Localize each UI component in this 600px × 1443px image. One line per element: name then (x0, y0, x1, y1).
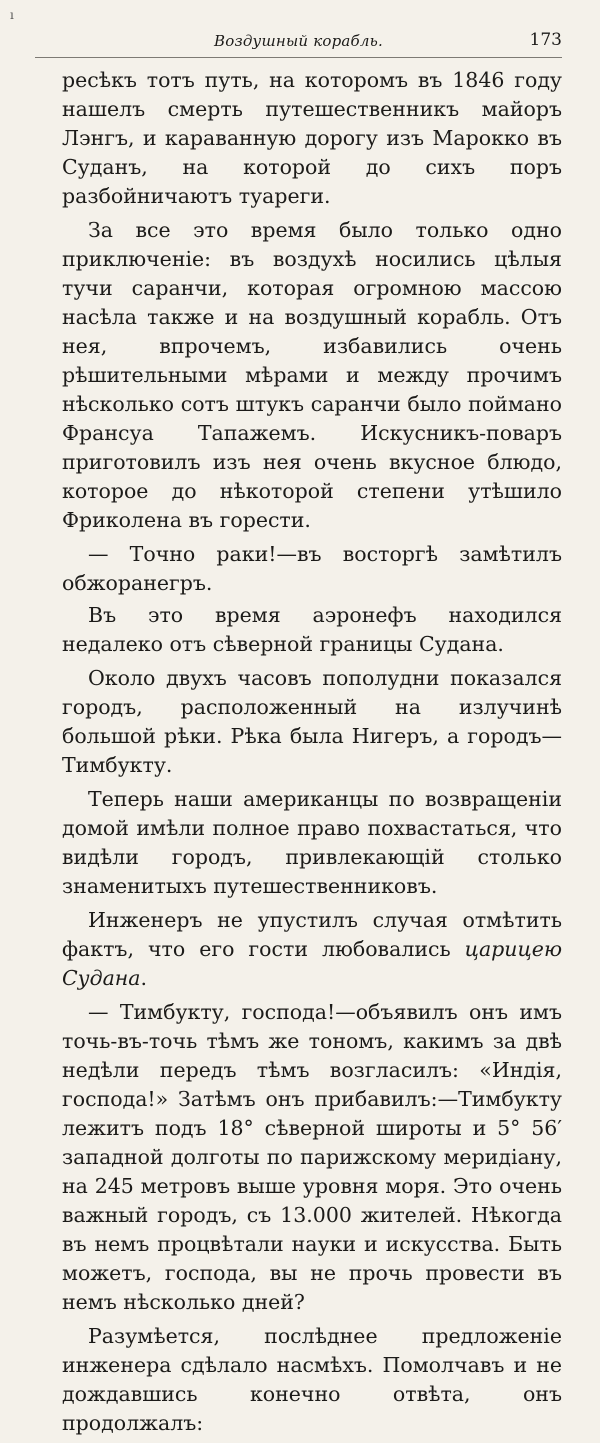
paragraph-6: Теперь наши американцы по возвращеніи домой имѣли полное право похвастаться, что видѣли городъ, привлекающій столько знаменитыхъ путешественниковъ. (62, 787, 562, 898)
paragraph-5: Около двухъ часовъ пополудни показался городъ, расположенный на излучинѣ большой рѣки. Рѣка была Нигеръ, а городъ—Тимбукту. (62, 666, 562, 777)
header-rule (35, 57, 562, 58)
paragraph-7 (62, 906, 562, 993)
paragraph-8: — Тимбукту, господа!—объявилъ онъ имъ точь-въ-точь тѣмъ же тономъ, какимъ за двѣ недѣли передъ тѣмъ возгласилъ: «Индія, господа!» Затѣмъ онъ прибавилъ:—Тимбукту лежитъ подъ 18° сѣверной широты и 5° 56′ западной долготы по парижскому меридіану, на 245 метровъ выше уровня моря. Это очень важный городъ, съ 13.000 жителей. Нѣкогда въ немъ процвѣтали науки и искусства. Быть можетъ, господа, вы не прочь провести въ немъ нѣсколько дней? (62, 1000, 562, 1314)
corner-mark: ı (10, 8, 14, 22)
paragraph-4: Въ это время аэронефъ находился недалеко отъ сѣверной границы Судана. (62, 603, 562, 656)
paragraph-3: — Точно раки!—въ восторгѣ замѣтилъ обжоранегръ. (62, 542, 562, 595)
paragraph-7-italic: царицею Судана (62, 937, 562, 990)
paragraph-2: За все это время было только одно приключеніе: въ воздухѣ носились цѣлыя тучи саранчи, которая огромною массою насѣла также и на воздушный корабль. Отъ нея, впрочемъ, избавились очень рѣшительными мѣрами и между прочимъ нѣсколько сотъ штукъ саранчи было поймано Франсуа Тапажемъ. Искусникъ-поваръ приготовилъ изъ нея очень вкусное блюдо, которое до нѣкоторой степени утѣшило Фриколена въ горести. (62, 218, 562, 532)
running-title: Воздушный корабль. (214, 32, 383, 50)
page-header (35, 30, 562, 56)
paragraph-7-end: . (140, 966, 148, 990)
page-number: 173 (529, 30, 562, 50)
body-text (62, 66, 562, 1443)
paragraph-1: ресѣкъ тотъ путь, на которомъ въ 1846 году нашелъ смерть путешественникъ майоръ Лэнгъ, и караванную дорогу изъ Марокко въ Суданъ, на которой до сихъ поръ разбойничаютъ туареги. (62, 68, 562, 208)
paragraph-7-text: Инженеръ не упустилъ случая отмѣтить фактъ, что его гости любовались (62, 908, 562, 961)
paragraph-9: Разумѣется, послѣднее предложеніе инженера сдѣлало насмѣхъ. Помолчавъ и не дождавшись конечно отвѣта, онъ продолжалъ: (62, 1324, 562, 1435)
